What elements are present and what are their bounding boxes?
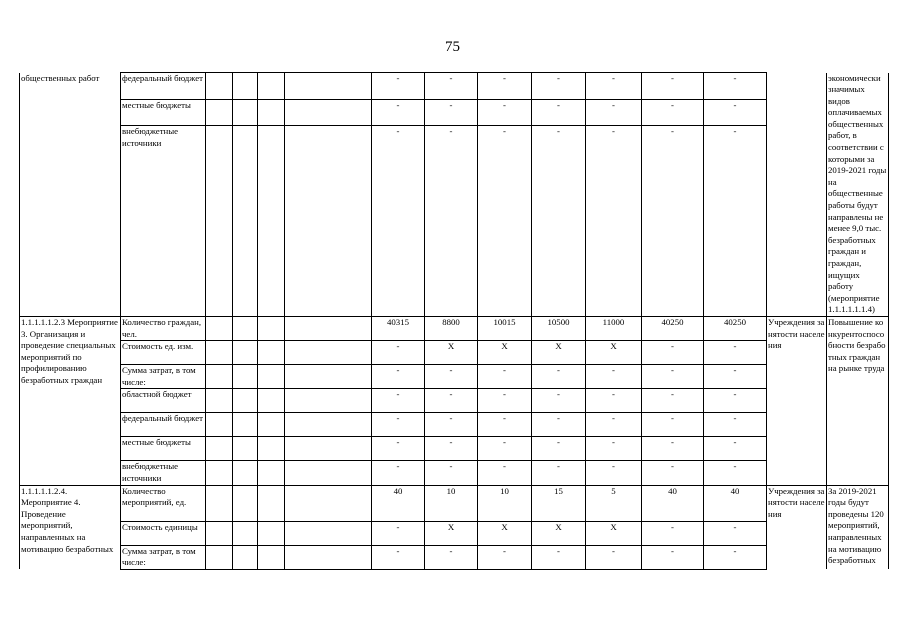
value-cell: - xyxy=(532,99,586,126)
value-cell: 15 xyxy=(532,485,586,521)
value-cell: - xyxy=(642,461,704,485)
table-row xyxy=(20,126,889,317)
value-cell: Х xyxy=(478,521,532,545)
executor-cell: Учреждения занятости населения xyxy=(767,485,827,569)
value-cell: - xyxy=(704,341,767,365)
value-cell: 11000 xyxy=(586,316,642,340)
value-cell: - xyxy=(425,413,478,437)
value-cell: - xyxy=(586,99,642,126)
value-cell: - xyxy=(372,521,425,545)
value-cell: - xyxy=(532,126,586,317)
activity-cell: 1.1.1.1.1.2.3 Мероприятие 3. Организация и проведение специальных мероприятий по профилированию безработных граждан xyxy=(20,316,121,485)
value-cell: - xyxy=(532,437,586,461)
table-row xyxy=(20,365,889,389)
value-cell: - xyxy=(425,126,478,317)
row-label: Количество граждан, чел. xyxy=(121,316,206,340)
value-cell: - xyxy=(586,413,642,437)
value-cell: - xyxy=(704,545,767,569)
value-cell: - xyxy=(642,126,704,317)
value-cell: Х xyxy=(586,341,642,365)
table-row xyxy=(20,389,889,413)
value-cell: Х xyxy=(478,341,532,365)
value-cell: - xyxy=(642,413,704,437)
value-cell: 10500 xyxy=(532,316,586,340)
value-cell: - xyxy=(532,389,586,413)
value-cell: 10 xyxy=(425,485,478,521)
value-cell: - xyxy=(425,437,478,461)
value-cell: - xyxy=(642,389,704,413)
row-label: внебюджетные источники xyxy=(121,126,206,317)
table-row xyxy=(20,437,889,461)
value-cell: 10015 xyxy=(478,316,532,340)
value-cell: - xyxy=(478,99,532,126)
value-cell: - xyxy=(425,389,478,413)
value-cell: - xyxy=(704,413,767,437)
value-cell: 40 xyxy=(642,485,704,521)
result-cell: За 2019-2021 годы будут проведены 120 мероприятий, направленных на мотивацию безработных xyxy=(827,485,889,569)
table-row xyxy=(20,316,889,340)
activity-cell: общественных работ xyxy=(20,73,121,317)
value-cell: - xyxy=(372,73,425,100)
value-cell: - xyxy=(586,461,642,485)
value-cell: - xyxy=(642,365,704,389)
value-cell: - xyxy=(642,99,704,126)
value-cell: 8800 xyxy=(425,316,478,340)
page-number: 75 xyxy=(445,39,460,55)
value-cell: 40315 xyxy=(372,316,425,340)
table-row xyxy=(20,545,889,569)
row-label: федеральный бюджет xyxy=(121,413,206,437)
value-cell: - xyxy=(704,461,767,485)
value-cell: - xyxy=(425,545,478,569)
program-table xyxy=(19,72,889,570)
value-cell: - xyxy=(478,365,532,389)
value-cell: - xyxy=(532,461,586,485)
value-cell: - xyxy=(704,126,767,317)
table-row xyxy=(20,73,889,100)
row-label: Стоимость единицы xyxy=(121,521,206,545)
value-cell: - xyxy=(478,73,532,100)
value-cell: - xyxy=(704,437,767,461)
value-cell: - xyxy=(425,365,478,389)
value-cell: - xyxy=(642,521,704,545)
table-row xyxy=(20,99,889,126)
table-row xyxy=(20,341,889,365)
value-cell: - xyxy=(478,545,532,569)
value-cell: - xyxy=(704,365,767,389)
row-label: местные бюджеты xyxy=(121,99,206,126)
row-label: федеральный бюджет xyxy=(121,73,206,100)
result-cell: экономически значимых видов оплачиваемых общественных работ, в соответствии с которыми за 2019-2021 годы на общественные работы будут направлены не менее 9,0 тыс. безработных граждан и граждан, ищущих работу (мероприятие 1.1.1.1.1.1.4) xyxy=(827,73,889,317)
table-row xyxy=(20,485,889,521)
value-cell: - xyxy=(642,437,704,461)
row-label: Сумма затрат, в том числе: xyxy=(121,545,206,569)
value-cell: - xyxy=(372,413,425,437)
value-cell: - xyxy=(425,99,478,126)
value-cell: 10 xyxy=(478,485,532,521)
value-cell: Х xyxy=(532,521,586,545)
value-cell: - xyxy=(704,389,767,413)
executor-cell xyxy=(767,73,827,317)
value-cell: - xyxy=(372,545,425,569)
value-cell: - xyxy=(586,389,642,413)
value-cell: - xyxy=(372,99,425,126)
table-row xyxy=(20,521,889,545)
value-cell: - xyxy=(478,461,532,485)
value-cell: - xyxy=(642,545,704,569)
value-cell: 40 xyxy=(372,485,425,521)
value-cell: - xyxy=(478,413,532,437)
value-cell: - xyxy=(372,461,425,485)
value-cell: - xyxy=(372,437,425,461)
value-cell: 40250 xyxy=(642,316,704,340)
value-cell: Х xyxy=(586,521,642,545)
value-cell: - xyxy=(532,545,586,569)
row-label: областной бюджет xyxy=(121,389,206,413)
value-cell: - xyxy=(586,437,642,461)
value-cell: - xyxy=(532,365,586,389)
value-cell: - xyxy=(372,126,425,317)
activity-cell: 1.1.1.1.1.2.4. Мероприятие 4. Проведение мероприятий, направленных на мотивацию безработных xyxy=(20,485,121,569)
value-cell: - xyxy=(372,365,425,389)
value-cell: - xyxy=(704,99,767,126)
row-label: внебюджетные источники xyxy=(121,461,206,485)
result-cell: Повышение конкурентоспособности безработных граждан на рынке труда xyxy=(827,316,889,485)
value-cell: - xyxy=(425,461,478,485)
value-cell: - xyxy=(372,341,425,365)
value-cell: - xyxy=(704,73,767,100)
table-row xyxy=(20,413,889,437)
value-cell: - xyxy=(478,126,532,317)
value-cell: - xyxy=(586,365,642,389)
value-cell: - xyxy=(642,341,704,365)
value-cell: - xyxy=(372,389,425,413)
row-label: Количество мероприятий, ед. xyxy=(121,485,206,521)
table-row xyxy=(20,461,889,485)
value-cell: - xyxy=(642,73,704,100)
row-label: местные бюджеты xyxy=(121,437,206,461)
row-label: Сумма затрат, в том числе: xyxy=(121,365,206,389)
value-cell: Х xyxy=(532,341,586,365)
row-label: Стоимость ед. изм. xyxy=(121,341,206,365)
value-cell: Х xyxy=(425,521,478,545)
value-cell: - xyxy=(478,437,532,461)
value-cell: - xyxy=(586,545,642,569)
value-cell: - xyxy=(586,73,642,100)
value-cell: 5 xyxy=(586,485,642,521)
value-cell: - xyxy=(425,73,478,100)
value-cell: - xyxy=(532,413,586,437)
value-cell: - xyxy=(704,521,767,545)
value-cell: - xyxy=(478,389,532,413)
value-cell: - xyxy=(586,126,642,317)
value-cell: - xyxy=(532,73,586,100)
value-cell: 40250 xyxy=(704,316,767,340)
executor-cell: Учреждения занятости населения xyxy=(767,316,827,485)
value-cell: Х xyxy=(425,341,478,365)
value-cell: 40 xyxy=(704,485,767,521)
